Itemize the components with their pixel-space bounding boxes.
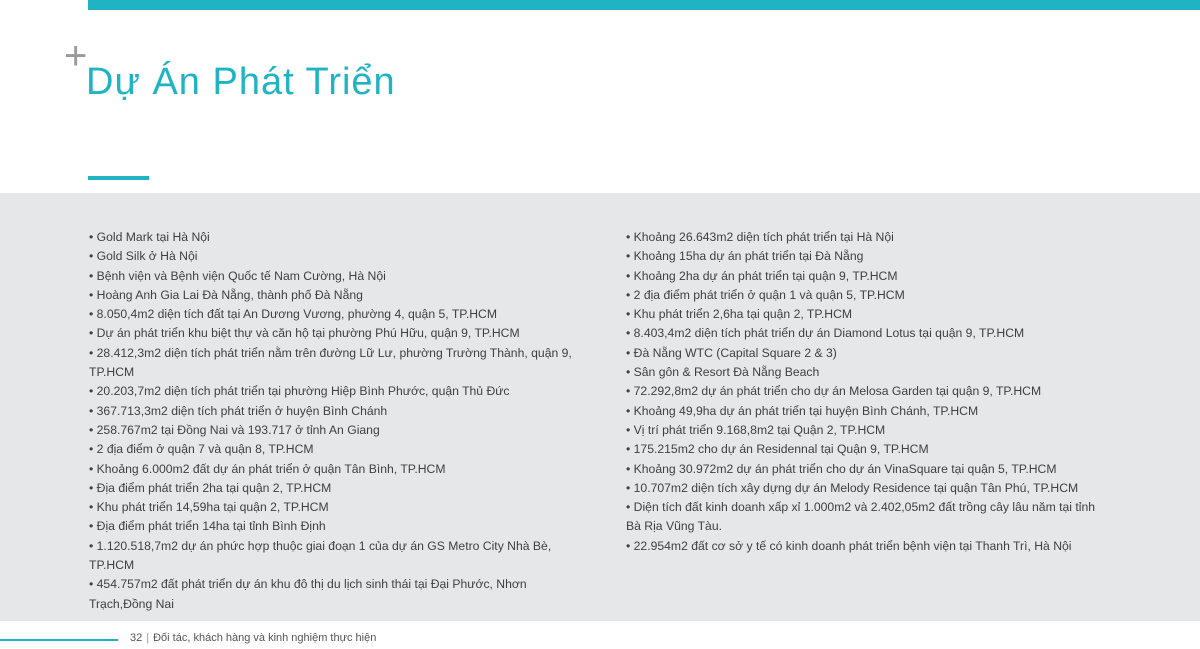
list-item: • 28.412,3m2 diện tích phát triển nằm trên đường Lữ Lư, phường Trường Thành, quận 9, TP.HCM	[89, 345, 572, 380]
footer-rule	[0, 639, 118, 641]
list-item: • Địa điểm phát triển 14ha tại tỉnh Bình Định	[89, 519, 326, 534]
top-accent-bar	[88, 0, 1200, 10]
title-underline	[88, 176, 149, 180]
footer-section-title: Đối tác, khách hàng và kinh nghiệm thực hiện	[153, 632, 377, 644]
plus-icon: +	[64, 34, 88, 78]
list-item: • Vị trí phát triển 9.168,8m2 tại Quận 2, TP.HCM	[626, 422, 886, 437]
list-item: • 258.767m2 tại Đồng Nai và 193.717 ở tỉnh An Giang	[89, 422, 380, 437]
list-item: • Hoàng Anh Gia Lai Đà Nẵng, thành phố Đà Nẵng	[89, 287, 363, 302]
list-item: • 1.120.518,7m2 dự án phức hợp thuộc giai đoạn 1 của dự án GS Metro City Nhà Bè, TP.HCM	[89, 538, 552, 573]
project-list-left	[89, 228, 589, 614]
list-item: • 20.203,7m2 diện tích phát triển tại phường Hiệp Bình Phước, quận Thủ Đức	[89, 384, 510, 399]
list-item: • Đà Nẵng WTC (Capital Square 2 & 3)	[626, 345, 837, 360]
list-item: • Khu phát triển 2,6ha tại quận 2, TP.HCM	[626, 307, 853, 322]
list-item: • Khoảng 26.643m2 diện tích phát triển tại Hà Nội	[626, 230, 894, 244]
list-item: • Sân gôn & Resort Đà Nẵng Beach	[626, 365, 820, 380]
list-item: • Khoảng 6.000m2 đất dự án phát triển ở quận Tân Bình, TP.HCM	[89, 461, 446, 476]
project-list-right	[626, 228, 1106, 556]
list-item: • 22.954m2 đất cơ sở y tế có kinh doanh phát triển bệnh viện tại Thanh Trì, Hà Nội	[626, 538, 1072, 553]
page-number: 32	[130, 632, 143, 644]
list-item: • 175.215m2 cho dự án Residennal tại Quận 9, TP.HCM	[626, 442, 929, 457]
page-title: Dự Án Phát Triển	[86, 61, 396, 103]
list-item: • 72.292,8m2 dự án phát triển cho dự án Melosa Garden tại quận 9, TP.HCM	[626, 384, 1042, 399]
list-item: • Dự án phát triển khu biệt thự và căn hộ tại phường Phú Hữu, quận 9, TP.HCM	[89, 326, 520, 341]
list-item: • 2 địa điểm ở quận 7 và quận 8, TP.HCM	[89, 442, 314, 457]
list-item: • Khoảng 15ha dự án phát triển tại Đà Nẵng	[626, 249, 864, 264]
list-item: • 8.050,4m2 diện tích đất tại An Dương Vương, phường 4, quận 5, TP.HCM	[89, 307, 497, 322]
list-item: • 8.403,4m2 diện tích phát triển dự án Diamond Lotus tại quận 9, TP.HCM	[626, 326, 1025, 341]
list-item: • Gold Silk ở Hà Nội	[89, 249, 198, 264]
list-item: • Gold Mark tại Hà Nội	[89, 230, 210, 244]
list-item: • Khoảng 30.972m2 dự án phát triển cho dự án VinaSquare tại quận 5, TP.HCM	[626, 461, 1057, 476]
list-item: • 367.713,3m2 diện tích phát triển ở huyện Bình Chánh	[89, 403, 388, 418]
list-item: • Khu phát triển 14,59ha tại quận 2, TP.HCM	[89, 500, 329, 515]
list-item: • Khoảng 49,9ha dự án phát triển tại huyện Bình Chánh, TP.HCM	[626, 403, 979, 418]
list-item: • Bệnh viện và Bệnh viện Quốc tế Nam Cường, Hà Nội	[89, 268, 386, 283]
footer-separator: |	[146, 632, 150, 644]
list-item: • Khoảng 2ha dự án phát triển tại quận 9, TP.HCM	[626, 268, 898, 283]
list-item: • 2 địa điểm phát triển ở quận 1 và quận 5, TP.HCM	[626, 287, 905, 302]
list-item: • Địa điểm phát triển 2ha tại quận 2, TP.HCM	[89, 480, 332, 495]
list-item: • 454.757m2 đất phát triển dự án khu đô thị du lịch sinh thái tại Đại Phước, Nhơn Trạch,Đồng Nai	[89, 577, 527, 611]
list-item: • Diện tích đất kinh doanh xấp xỉ 1.000m2 và 2.402,05m2 đất trồng cây lâu năm tại tỉnh Bà Rịa Vũng Tàu.	[626, 500, 1096, 534]
list-item: • 10.707m2 diện tích xây dựng dự án Melody Residence tại quận Tân Phú, TP.HCM	[626, 480, 1079, 495]
footer	[130, 632, 376, 644]
